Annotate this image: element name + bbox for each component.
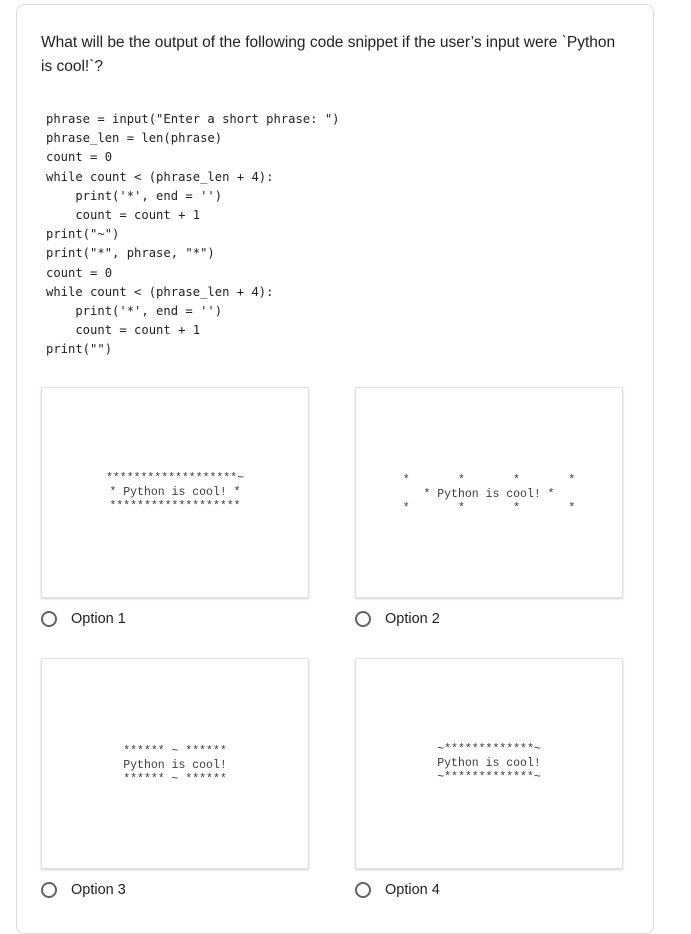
- code-snippet: [46, 110, 340, 360]
- code-line: while count < (phrase_len + 4):: [46, 169, 274, 184]
- option-1-label: Option 1: [71, 611, 126, 627]
- code-line: count = 0: [46, 150, 113, 165]
- option-3-image[interactable]: [41, 658, 309, 869]
- option-2-output: * * * * * Python is cool! * * * * *: [402, 474, 576, 515]
- option-1-image[interactable]: [41, 387, 309, 598]
- code-line: count = count + 1: [46, 208, 201, 223]
- code-line: phrase = input("Enter a short phrase: "): [46, 112, 340, 126]
- code-line: print("~"): [46, 227, 120, 242]
- option-4-output: ~*************~ Python is cool! ~*************~: [437, 743, 541, 784]
- code-line: print('*', end = ''): [46, 304, 223, 319]
- option-2-choice[interactable]: [355, 611, 440, 627]
- option-4-label: Option 4: [385, 882, 440, 898]
- question-card: [16, 4, 654, 934]
- code-line: count = count + 1: [46, 323, 201, 338]
- option-4-image[interactable]: [355, 658, 623, 869]
- option-3-output: ****** ~ ****** Python is cool! ****** ~ ******: [123, 745, 227, 786]
- option-1-output: *******************~ * Python is cool! * *******************: [105, 472, 245, 513]
- option-4-choice[interactable]: [355, 882, 440, 898]
- question-text: What will be the output of the following code snippet if the user’s input were `Python is cool!`?: [41, 34, 616, 75]
- code-line: count = 0: [46, 265, 113, 280]
- option-1-choice[interactable]: [41, 611, 126, 627]
- option-3-radio[interactable]: [41, 882, 57, 898]
- option-2-label: Option 2: [385, 611, 440, 627]
- option-4-radio[interactable]: [355, 882, 371, 898]
- option-2-image[interactable]: [355, 387, 623, 598]
- option-3-choice[interactable]: [41, 882, 126, 898]
- code-line: while count < (phrase_len + 4):: [46, 284, 274, 299]
- code-line: print("*", phrase, "*"): [46, 246, 215, 261]
- code-line: print('*', end = ''): [46, 188, 223, 203]
- code-line: print(""): [46, 342, 113, 357]
- option-1-radio[interactable]: [41, 611, 57, 627]
- option-3-label: Option 3: [71, 882, 126, 898]
- option-2-radio[interactable]: [355, 611, 371, 627]
- code-line: phrase_len = len(phrase): [46, 131, 223, 146]
